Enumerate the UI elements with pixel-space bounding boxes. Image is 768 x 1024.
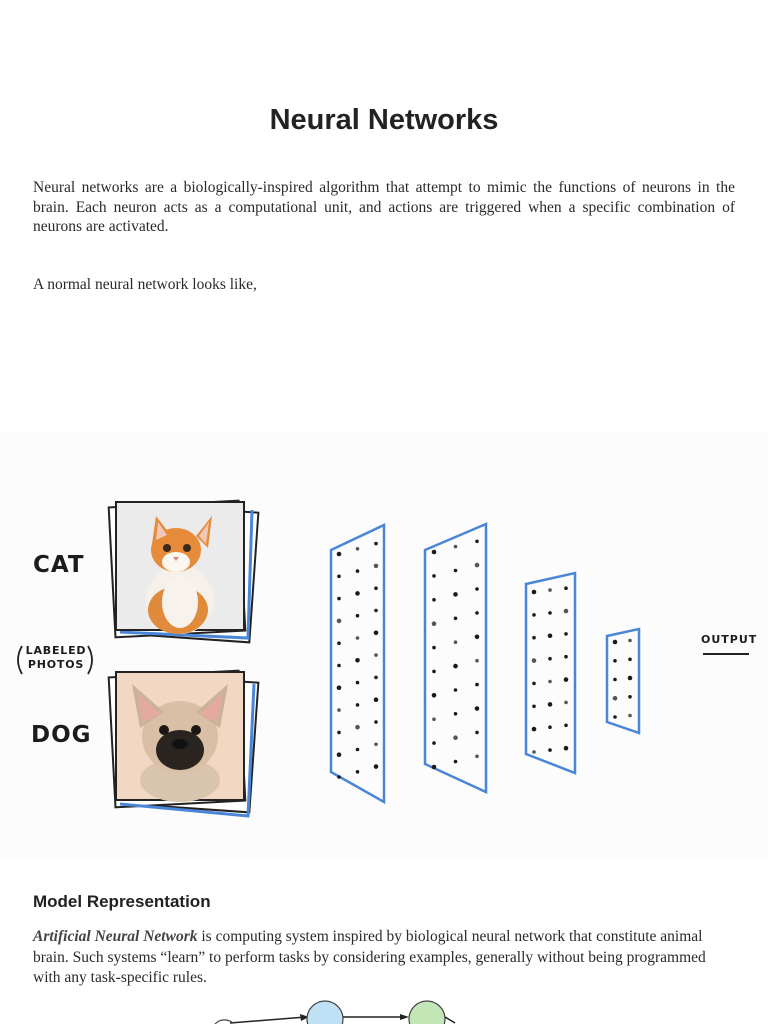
neuron-dot [475, 683, 479, 687]
neuron-dot [548, 725, 552, 729]
neuron-dot [454, 760, 458, 764]
neuron-dot [432, 717, 436, 721]
neuron-dot [374, 697, 379, 702]
label-photos-line1: LABELED [25, 644, 87, 657]
neuron-dot [564, 655, 568, 659]
neural-network-figure [0, 432, 768, 860]
neuron-dot [453, 735, 458, 740]
neuron-dot [613, 696, 618, 701]
neuron-dot [454, 569, 458, 573]
neuron-dot [475, 731, 479, 735]
neuron-dot [337, 552, 342, 557]
neuron-dot [532, 636, 536, 640]
neuron-dot [337, 686, 342, 691]
neuron-dot [564, 701, 568, 705]
neuron-dot [548, 657, 552, 661]
section-body: is computing system inspired by biological neural network that constitute animal brain. Such systems “learn” to perform tasks by considering examples, generally without being programmed with any task-specific rules. [33, 928, 706, 986]
neuron-dot [475, 611, 479, 615]
neuron-dot [432, 574, 436, 578]
neuron-dot [374, 631, 379, 636]
neuron-dot [613, 715, 617, 719]
neuron-dot [532, 750, 536, 754]
neuron-dot [628, 714, 632, 718]
neuron-dot [564, 609, 569, 614]
section-heading: Model Representation [33, 892, 211, 911]
neuron-dot [356, 547, 360, 551]
neuron-dot [432, 765, 437, 770]
neuron-dot [532, 613, 536, 617]
neuron-dot [337, 731, 341, 735]
neuron-dot [453, 592, 458, 597]
label-dog: DOG [31, 722, 92, 748]
neuron-dot [356, 614, 360, 618]
neuron-dot [454, 688, 458, 692]
neuron-dot [532, 705, 536, 709]
neuron-dot [475, 706, 480, 711]
neuron-dot [356, 681, 360, 685]
neuron-dot [453, 664, 458, 669]
network-layer-4 [607, 629, 639, 733]
cat-photo [116, 502, 244, 634]
neuron-dot [374, 743, 378, 747]
neuron-dot [548, 680, 552, 684]
neuron-dot [356, 569, 360, 573]
section-paragraph [33, 927, 735, 989]
neuron-dot [374, 586, 378, 590]
neuron-dot [432, 741, 436, 745]
neuron-dot [548, 588, 552, 592]
neuron-dot [475, 587, 479, 591]
dog-photo [116, 672, 244, 802]
neuron-dot [475, 635, 480, 640]
neuron-dot [355, 658, 360, 663]
neuron-dot [475, 755, 479, 759]
neuron-dot [628, 695, 632, 699]
model-diagram-partial [0, 995, 768, 1024]
label-photos-line2: PHOTOS [27, 658, 85, 671]
section-term: Artificial Neural Network [33, 928, 198, 945]
neuron-dot [374, 564, 379, 569]
diagram-node-green [409, 1001, 445, 1024]
network-diagram [0, 432, 768, 860]
neuron-dot [628, 639, 632, 643]
neuron-dot [454, 545, 458, 549]
neuron-dot [432, 670, 436, 674]
intro-paragraph: Neural networks are a biologically-inspired algorithm that attempt to mimic the functions of neurons in the brain. Each neuron acts as a computational unit, and actions are triggered when a specific combination of neurons are activated. [33, 179, 735, 235]
neuron-dot [337, 664, 341, 668]
neuron-dot [613, 678, 617, 682]
neuron-dot [374, 676, 378, 680]
neuron-dot [374, 720, 378, 724]
neuron-dot [432, 646, 436, 650]
neuron-dot [613, 640, 618, 645]
neuron-dot [548, 611, 552, 615]
neuron-dot [475, 659, 479, 663]
neuron-dot [355, 725, 360, 730]
neuron-dot [548, 634, 553, 639]
neuron-dot [337, 641, 341, 645]
neuron-dot [337, 708, 341, 712]
label-output: OUTPUT [701, 633, 758, 646]
neuron-dot [374, 653, 378, 657]
neuron-dot [432, 550, 437, 555]
neuron-dot [548, 702, 553, 707]
label-cat: CAT [33, 552, 85, 578]
neuron-dot [532, 590, 537, 595]
neuron-dot [564, 632, 568, 636]
lead-in-text: A normal neural network looks like, [33, 276, 257, 293]
neuron-dot [628, 676, 633, 681]
neuron-dot [564, 746, 569, 751]
neuron-dot [613, 659, 617, 663]
neuron-dot [454, 712, 458, 716]
neuron-dot [337, 575, 341, 579]
neuron-dot [475, 563, 480, 568]
network-layer-3 [526, 573, 575, 773]
neuron-dot [337, 775, 341, 779]
neuron-dot [564, 724, 568, 728]
neuron-dot [628, 658, 632, 662]
neuron-dot [475, 540, 479, 544]
neuron-dot [337, 752, 342, 757]
neuron-dot [432, 621, 437, 626]
neuron-dot [337, 597, 341, 601]
neuron-dot [374, 609, 378, 613]
neuron-dot [454, 640, 458, 644]
neuron-dot [564, 677, 569, 682]
label-labeled-photos [16, 644, 96, 672]
neuron-dot [432, 693, 437, 698]
neuron-dot [532, 682, 536, 686]
neuron-dot [356, 770, 360, 774]
neuron-dot [374, 764, 379, 769]
diagram-node-blue [307, 1001, 343, 1024]
neuron-dot [355, 591, 360, 596]
neuron-dots [337, 540, 633, 779]
neuron-dot [356, 703, 360, 707]
neuron-dot [532, 727, 537, 732]
neuron-dot [356, 748, 360, 752]
neuron-dot [356, 636, 360, 640]
neuron-dot [564, 586, 568, 590]
page-title: Neural Networks [269, 104, 499, 136]
neuron-dot [432, 598, 436, 602]
neuron-dot [532, 658, 537, 663]
neuron-dot [548, 748, 552, 752]
neuron-dot [337, 619, 342, 624]
neuron-dot [374, 542, 378, 546]
neuron-dot [454, 617, 458, 621]
